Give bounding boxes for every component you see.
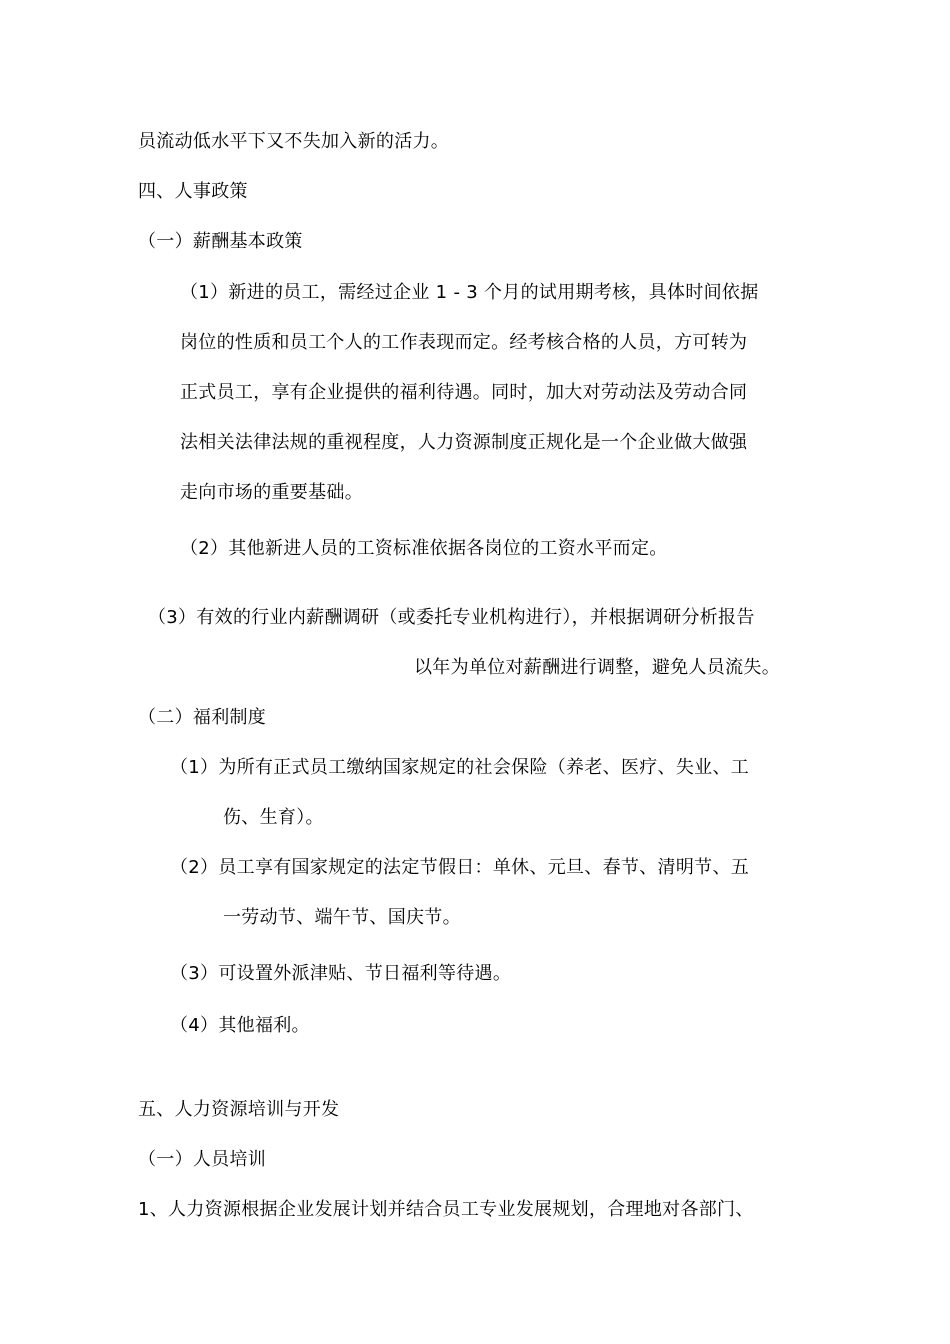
salary-item-1-line-5: 走向市场的重要基础。 (180, 482, 363, 503)
section-heading-personnel-policy: 四、人事政策 (138, 181, 248, 202)
salary-item-1-line-2: 岗位的性质和员工个人的工作表现而定。经考核合格的人员，方可转为 (180, 332, 748, 353)
welfare-item-2-line-1: （2）员工享有国家规定的法定节假日：单休、元旦、春节、清明节、五 (170, 857, 750, 878)
section-heading-training: 五、人力资源培训与开发 (138, 1099, 340, 1120)
welfare-item-1-line-2: 伤、生育）。 (223, 807, 324, 828)
welfare-item-2-line-2: 一劳动节、端午节、国庆节。 (223, 907, 461, 928)
welfare-item-1-line-1: （1）为所有正式员工缴纳国家规定的社会保险（养老、医疗、失业、工 (170, 757, 750, 778)
training-item-1-line-1: 1、人力资源根据企业发展计划并结合员工专业发展规划，合理地对各部门、 (138, 1199, 754, 1220)
subsection-heading-staff-training: （一）人员培训 (138, 1149, 267, 1170)
subsection-heading-welfare: （二）福利制度 (138, 707, 267, 728)
welfare-item-3: （3）可设置外派津贴、节日福利等待遇。 (170, 963, 512, 984)
paragraph-continuation-line: 员流动低水平下又不失加入新的活力。 (138, 131, 450, 152)
salary-item-3-line-2: 以年为单位对薪酬进行调整，避免人员流失。 (414, 657, 780, 678)
salary-item-3-line-1: （3）有效的行业内薪酬调研（或委托专业机构进行），并根据调研分析报告 (148, 607, 755, 628)
salary-item-1-line-3: 正式员工，享有企业提供的福利待遇。同时，加大对劳动法及劳动合同 (180, 382, 748, 403)
salary-item-2: （2）其他新进人员的工资标准依据各岗位的工资水平而定。 (180, 538, 668, 559)
salary-item-1-line-1: （1）新进的员工，需经过企业 1 - 3 个月的试用期考核，具体时间依据 (180, 282, 759, 303)
welfare-item-4: （4）其他福利。 (170, 1015, 310, 1036)
salary-item-1-line-4: 法相关法律法规的重视程度，人力资源制度正规化是一个企业做大做强 (180, 432, 748, 453)
subsection-heading-salary-policy: （一）薪酬基本政策 (138, 231, 303, 252)
